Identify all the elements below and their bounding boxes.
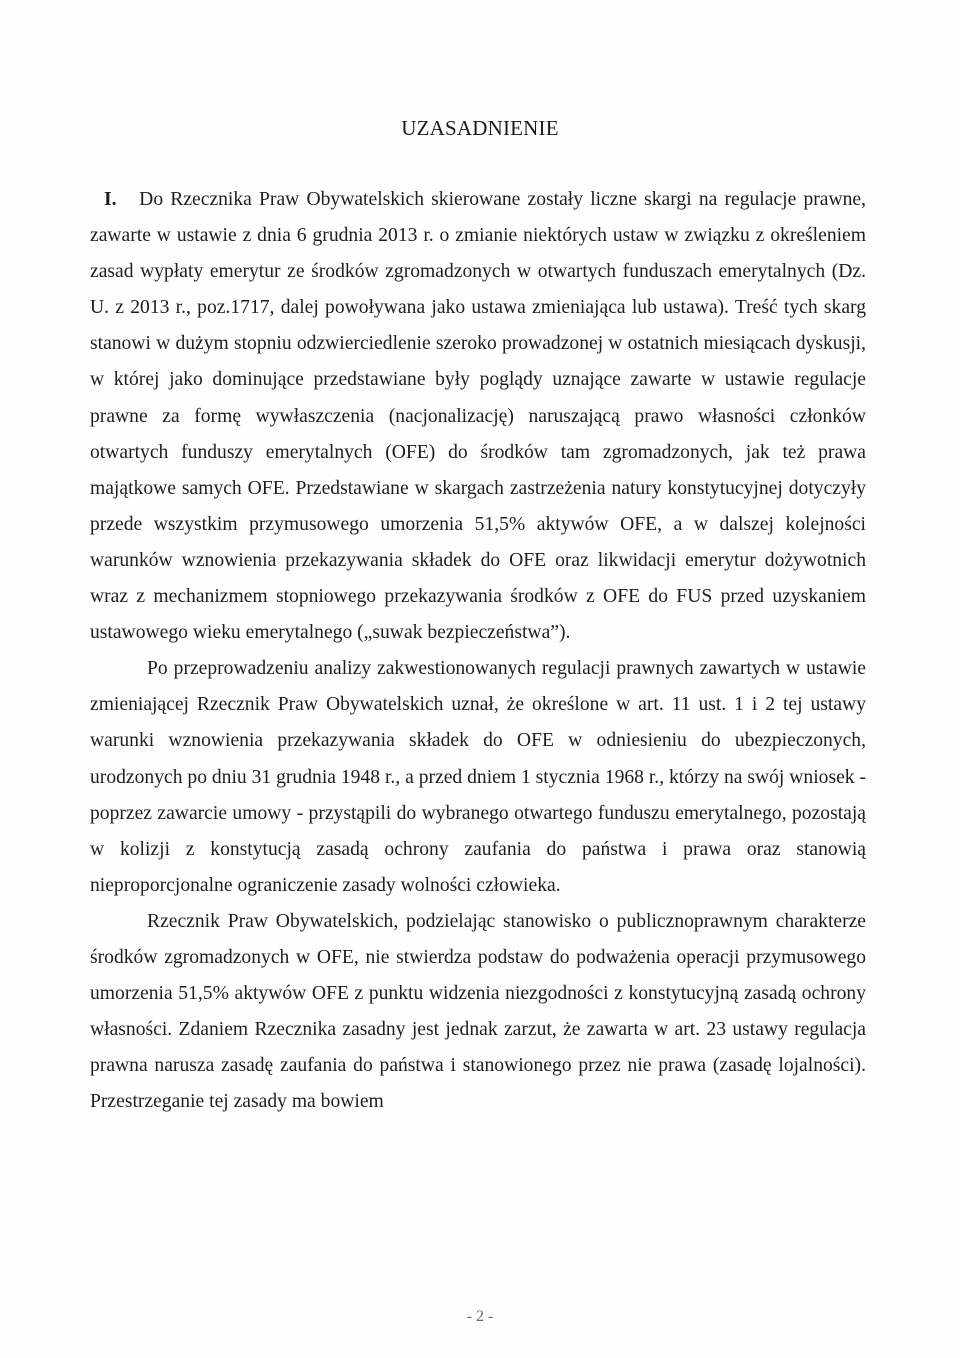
page-number: - 2 - bbox=[466, 1308, 494, 1325]
document-title: UZASADNIENIE bbox=[401, 116, 559, 140]
paragraph-3: Rzecznik Praw Obywatelskich, podzielając stanowisko o publicznoprawnym charakterze środków zgromadzonych w OFE, nie stwierdza podstaw do podważenia operacji przymusowego umorzenia 51,5% aktywów OFE z punktu widzenia niezgodności z konstytucyjną zasadą ochrony własności. Zdaniem Rzecznika zasadny jest jednak zarzut, że zawarta w art. 23 ustawy regulacja prawna narusza zasadę zaufania do państwa i stanowionego przez nie prawa (zasadę lojalności). Przestrzeganie tej zasady ma bowiem bbox=[90, 910, 866, 1113]
section-number: I. bbox=[104, 189, 117, 210]
paragraph-1-text: Do Rzecznika Praw Obywatelskich skierowane zostały liczne skargi na regulacje prawne, zawarte w ustawie z dnia 6 grudnia 2013 r. o zmianie niektórych ustaw w związku z określeniem zasad wypłaty emerytur ze środków zgromadzonych w otwartych funduszach emerytalnych (Dz. U. z 2013 r., poz.1717, dalej powoływana jako ustawa zmieniająca lub ustawa). Treść tych skarg stanowi w dużym stopniu odzwierciedlenie szeroko prowadzonej w ostatnich miesiącach dyskusji, w której jako dominujące przedstawiane były poglądy uznające zawarte w ustawie regulacje prawne za formę wywłaszczenia (nacjonalizację) naruszającą prawo własności członków otwartych funduszy emerytalnych (OFE) do środków tam zgromadzonych, jak też prawa majątkowe samych OFE. Przedstawiane w skargach zastrzeżenia natury konstytucyjnej dotyczyły przede wszystkim przymusowego umorzenia 51,5% aktywów OFE, a w dalszej kolejności warunków wznowienia przekazywania składek do OFE oraz likwidacji emerytur dożywotnich wraz z mechanizmem stopniowego przekazywania środków z OFE do FUS przed uzyskaniem ustawowego wieku emerytalnego („suwak bezpieczeństwa”). bbox=[90, 189, 866, 644]
paragraph-1 bbox=[90, 182, 866, 651]
paragraph-2: Po przeprowadzeniu analizy zakwestionowanych regulacji prawnych zawartych w ustawie zmieniającej Rzecznik Praw Obywatelskich uznał, że określone w art. 11 ust. 1 i 2 tej ustawy warunki wznowienia przekazywania składek do OFE w odniesieniu do ubezpieczonych, urodzonych po dniu 31 grudnia 1948 r., a przed dniem 1 stycznia 1968 r., którzy na swój wniosek - poprzez zawarcie umowy - przystąpili do wybranego otwartego funduszu emerytalnego, pozostają w kolizji z konstytucją zasadą ochrony zaufania do państwa i prawa oraz stanowią nieproporcjonalne ograniczenie zasady wolności człowieka. bbox=[90, 658, 866, 896]
document-body bbox=[90, 182, 866, 1120]
